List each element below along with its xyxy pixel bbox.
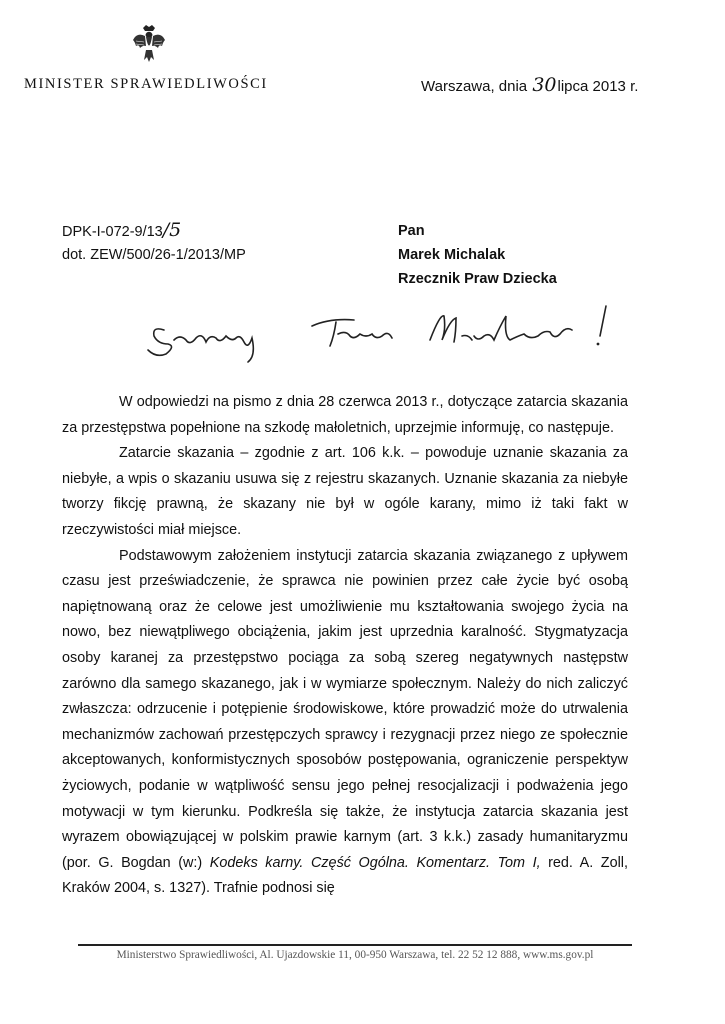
recipient-position: Rzecznik Praw Dziecka	[398, 271, 557, 287]
case-signature	[62, 219, 246, 244]
body-paragraph-2: Zatarcie skazania – zgodnie z art. 106 k.k. – powoduje uznanie skazania za niebyłe, a wpis o skazaniu usuwa się z rejestru skazanych. Uznanie skazania za niebyłe tworzy fikcję prawną, że skazany nie był w ogóle karany, mimo iż taki fakt w rzeczywistości miał miejsce.	[62, 445, 628, 538]
handwritten-salutation	[140, 296, 620, 366]
regarding-reference: dot. ZEW/500/26-1/2013/MP	[62, 247, 246, 263]
place-date-suffix: lipca 2013 r.	[557, 78, 639, 95]
recipient-block	[398, 219, 557, 291]
place-date-prefix: Warszawa, dnia	[421, 78, 528, 95]
case-signature-handwritten: /5	[162, 219, 182, 241]
footer-address: Ministerstwo Sprawiedliwości, Al. Ujazdowskie 11, 00-950 Warszawa, tel. 22 52 12 888, www.ms.gov.pl	[116, 949, 594, 961]
footer-divider	[78, 944, 632, 946]
cited-work-title: Kodeks karny. Część Ogólna. Komentarz. Tom I,	[209, 854, 541, 871]
place-and-date	[421, 74, 638, 96]
body-paragraph-3-part-a: Podstawowym założeniem instytucji zatarcia skazania związanego z upływem czasu jest przeświadczenie, że sprawca nie powinien przez całe życie być osobą napiętnowaną oraz że celowe jest umożliwienie mu kształtowania swojego życia na nowo, bez niewątpliwego obciążenia, jakim jest uprzednia karalność. Stygmatyzacja osoby karanej za przestępstwo pociąga za sobą szereg negatywnych następstw zarówno dla samego skazanego, jak i w wymiarze społecznym. Należy do nich zaliczyć zwłaszcza: odrzucenie i potępienie środowiskowe, które prowadzić może do utrwalenia mechanizmów zachowań przestępczych sprawcy i rezygnacji przez niego ze społecznie akceptowanych, konformistycznych sposobów postępowania, ograniczenie perspektyw życiowych, podanie w wątpliwość sensu jego pełnej resocjalizacji i podważenia jego motywacji w tym kierunku. Podkreśla się także, że instytucja zatarcia skazania jest wyrazem obowiązującej w polskim prawie karnym (art. 3 k.k.) zasady humanitaryzmu (por. G. Bogdan (w:)	[62, 547, 628, 871]
recipient-name: Marek Michalak	[398, 247, 506, 263]
recipient-title: Pan	[398, 223, 425, 239]
body-paragraph-1: W odpowiedzi na pismo z dnia 28 czerwca 2013 r., dotyczące zatarcia skazania za przestępstwa popełnione na szkodę małoletnich, uprzejmie informuję, co następuje.	[62, 394, 628, 436]
letter-body	[62, 390, 628, 902]
reference-block	[62, 219, 246, 267]
body-paragraph-3-part-b: red. A. Zoll, Kraków 2004, s. 1327). Trafnie podnosi się	[62, 854, 628, 897]
white-eagle-emblem-icon	[132, 24, 166, 64]
ministry-name: MINISTER SPRAWIEDLIWOŚCI	[24, 76, 268, 92]
body-paragraph-3	[62, 544, 628, 902]
handwritten-day: 30	[532, 74, 557, 96]
case-signature-printed: DPK-I-072-9/13	[62, 224, 163, 240]
